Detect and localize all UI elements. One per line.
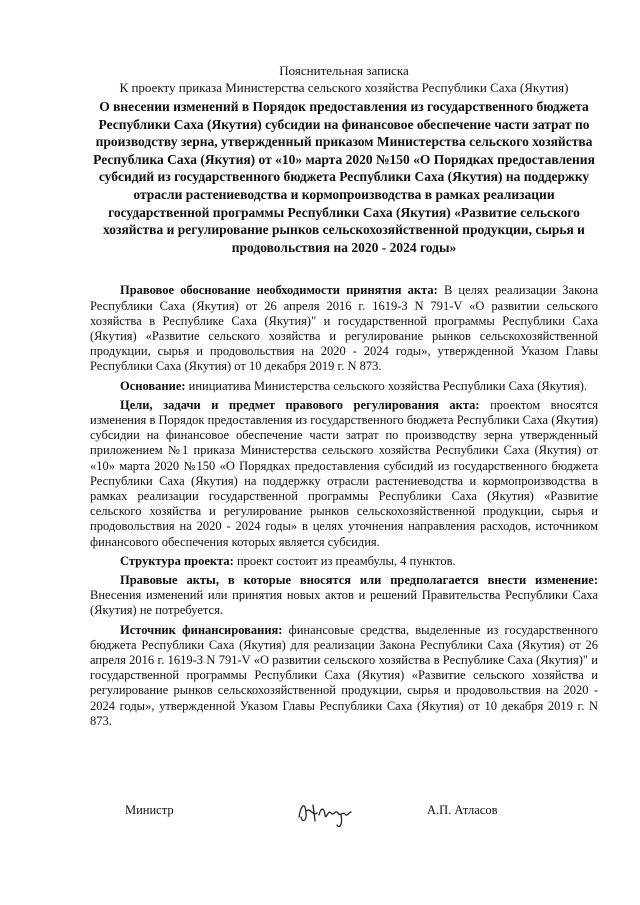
- section-text: проект состоит из преамбулы, 4 пунктов.: [233, 553, 456, 568]
- section-grounds: [90, 379, 598, 394]
- signature-block: [125, 803, 525, 843]
- section-structure: [90, 554, 598, 569]
- section-label: Правовое обоснование необходимости принятия акта:: [120, 283, 438, 298]
- project-line: К проекту приказа Министерства сельского хозяйства Республики Саха (Якутия): [119, 80, 569, 95]
- signer-position: Министр: [125, 803, 174, 817]
- handwritten-signature: [293, 795, 365, 829]
- section-goals: [90, 398, 598, 550]
- section-label: Источник финансирования:: [120, 622, 283, 637]
- section-label: Правовые акты, в которые вносятся или предполагается внести изменение:: [120, 573, 598, 587]
- signer-name: А.П. Атласов: [427, 803, 498, 817]
- section-label: Структура проекта:: [120, 553, 234, 568]
- section-label: Основание:: [120, 378, 186, 393]
- section-funding: [90, 623, 598, 729]
- document-title: О внесении изменений в Порядок предоставления из государственного бюджета Республики Саха (Якутия) субсидии на финансовое обеспечение части затрат по производству зерна, утвержденный приказом Министерства сельского хозяйства Республика Саха (Якутия) от «10» марта 2020 №150 «О Порядках предоставления субсидий из государственного бюджета Республики Саха (Якутия) на поддержку отрасли растениеводства и кормопроизводства в рамках реализации государственной программы Республики Саха (Якутия) «Развитие сельского хозяйства и регулирование рынков сельскохозяйственной продукции, сырья и продовольствия на 2020 - 2024 годы»: [93, 99, 595, 255]
- section-legal-basis: [90, 283, 598, 374]
- section-text: В целях реализации Закона Республики Саха (Якутия) от 26 апреля 2016 г. 1619-З N 791-V «О развитии сельского хозяйства в Республике Саха (Якутия)" и государственной программы Республики Саха (Якутия) «Развитие сельского хозяйства и регулирование рынков сельскохозяйственной продукции, сырья и продовольствия на 2020 - 2024 годы», утвержденной Указом Главы Республики Саха (Якутия) от 10 декабря 2019 г. N 873.: [90, 283, 598, 374]
- section-text: финансовые средства, выделенные из государственного бюджета Республики Саха (Якутия) для реализации Закона Республики Саха (Якутия) от 26 апреля 2016 г. 1619-З N 791-V «О развитии сельского хозяйства в Республике Саха (Якутия)" и государственной программы Республики Саха (Якутия) «Развитие сельского хозяйства и регулирование рынков сельскохозяйственной продукции, сырья и продовольствия на 2020 - 2024 годы», утвержденной Указом Главы Республики Саха (Якутия) от 10 декабря 2019 г. N 873.: [90, 622, 598, 728]
- section-text: инициатива Министерства сельского хозяйства Республики Саха (Якутия).: [185, 378, 588, 393]
- section-label: Цели, задачи и предмет правового регулирования акта:: [120, 397, 480, 412]
- document-page: [90, 62, 598, 729]
- section-legal-acts: [90, 573, 598, 619]
- document-type: Пояснительная записка: [279, 63, 409, 78]
- section-text: проектом вносятся изменения в Порядок предоставления из государственного бюджета Республики Саха (Якутия) субсидии на финансовое обеспечение части затрат по производству зерна утвержденный приложением №1 приказа Министерства сельского хозяйства Республики Саха (Якутия) от «10» марта 2020 №150 «О Порядках предоставления субсидий из государственного бюджета Республики Саха (Якутия) на поддержку отрасли растениеводства и кормопроизводства в рамках реализации государственной программы Республики Саха (Якутия) «Развитие сельского хозяйства и регулирование рынков сельскохозяйственной продукции, сырья и продовольствия на 2020 - 2024 годы» в целях уточнения направления расходов, источником финансового обеспечения которых является субсидия.: [90, 397, 598, 549]
- section-text: Внесения изменений или принятия новых актов и решений Правительства Республики Саха (Якутия) не потребуется.: [90, 588, 598, 618]
